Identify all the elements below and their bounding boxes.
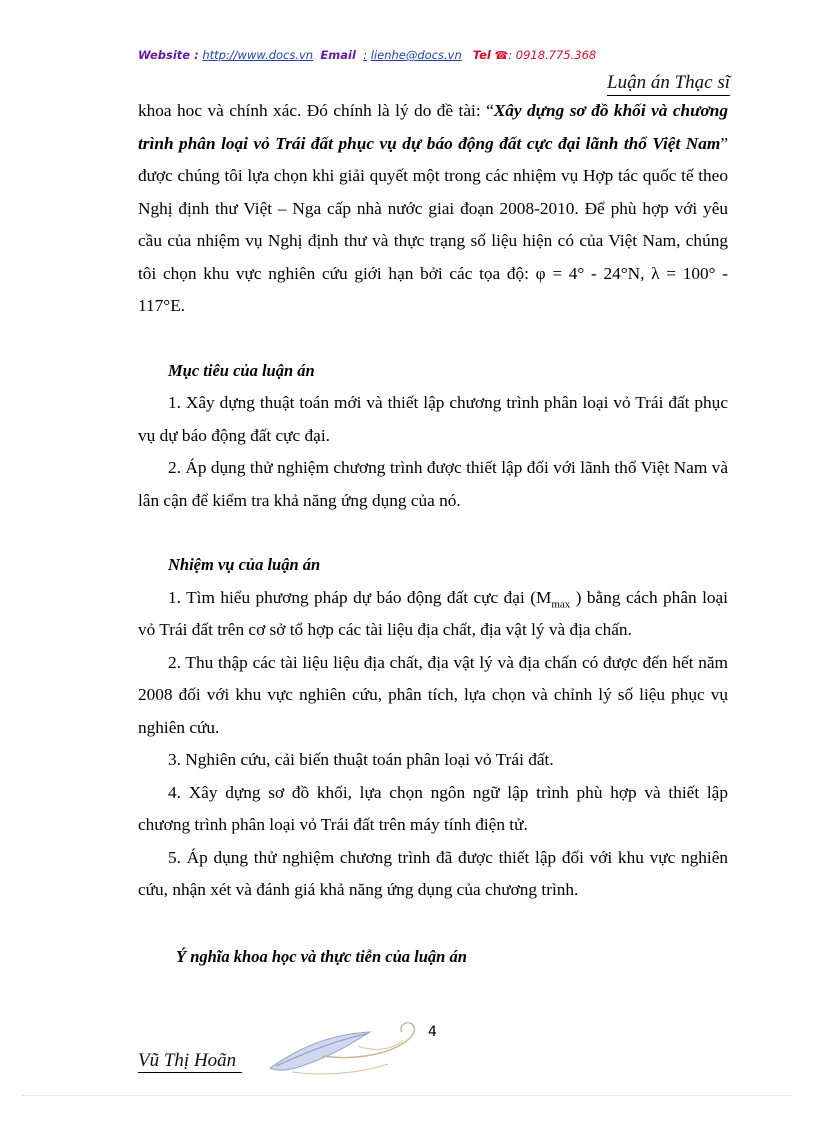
email-label: Email [320, 48, 356, 62]
decorative-feather-icon [262, 1016, 422, 1080]
page-number: 4 [428, 1024, 437, 1040]
footer-divider [22, 1095, 792, 1096]
task-item-3: 3. Nghiên cứu, cải biến thuật toán phân loại vỏ Trái đất. [168, 750, 554, 769]
website-link[interactable]: http://www.docs.vn [202, 48, 314, 62]
objective-item-1: 1. Xây dựng thuật toán mới và thiết lập chương trình phân loại vỏ Trái đất phục vụ dự báo động đất cực đại. [138, 393, 728, 445]
section-heading-tasks: Nhiệm vụ của luận án [168, 555, 321, 574]
intro-paragraph [138, 95, 728, 323]
thesis-title: Xây dựng sơ đồ khối và chương trình phân loại vỏ Trái đất phục vụ dự báo động đất cực đại lãnh thổ Việt Nam [138, 101, 728, 153]
email-separator: : [363, 48, 368, 62]
task-item-1-lead: 1. Tìm hiểu phương pháp dự báo động đất cực đại (M [168, 587, 552, 607]
task-item-1-rest: ) bằng cách phân loại vỏ Trái đất trên cơ sở tổ hợp các tài liệu địa chất, địa vật lý và địa chấn. [138, 587, 728, 639]
page-body [138, 95, 728, 973]
intro-lead: khoa hoc và chính xác. Đó chính là lý do đề tài: “ [138, 101, 494, 120]
task-item-2: 2. Thu thập các tài liệu liệu địa chất, địa vật lý và địa chấn có được đến hết năm 2008 đối với khu vực nghiên cứu, phân tích, lựa chọn và chỉnh lý số liệu phục vụ nghiên cứu. [138, 652, 728, 737]
intro-rest: ” được chúng tôi lựa chọn khi giải quyết một trong các nhiệm vụ Hợp tác quốc tế theo Nghị định thư Việt – Nga cấp nhà nước giai đoạn 2008-2010. Để phù hợp với yêu cầu của nhiệm vụ Nghị định thư và thực trạng số liệu hiện có của Việt Nam, chúng tôi chọn khu vực nghiên cứu giới hạn bởi các tọa độ: φ = 4° - 24°N, λ = 100° - 117°E. [138, 133, 728, 315]
task-item-5: 5. Áp dụng thử nghiệm chương trình đã được thiết lập đối với khu vực nghiên cứu, nhận xét và đánh giá khả năng ứng dụng của chương trình. [138, 847, 728, 899]
section-heading-significance: Ý nghĩa khoa học và thực tiễn của luận án [176, 946, 467, 966]
author-signature: Vũ Thị Hoãn [138, 1050, 242, 1073]
document-type-label: Luận án Thạc sĩ [607, 72, 730, 96]
header-contact-line [138, 48, 728, 62]
objective-item-2: 2. Áp dụng thử nghiệm chương trình được thiết lập đối với lãnh thổ Việt Nam và lân cận để kiểm tra khả năng ứng dụng của nó. [138, 458, 728, 510]
task-item-1-subscript: max [551, 597, 571, 610]
task-item-1 [138, 582, 728, 647]
task-item-4: 4. Xây dựng sơ đồ khối, lựa chọn ngôn ngữ lập trình phù hợp và thiết lập chương trình phân loại vỏ Trái đất trên máy tính điện tử. [138, 782, 728, 834]
email-link[interactable]: lienhe@docs.vn [370, 48, 462, 62]
section-heading-objectives: Mục tiêu của luận án [168, 360, 315, 380]
tel-label: Tel [472, 48, 491, 62]
tel-number: : 0918.775.368 [508, 48, 597, 62]
phone-icon: ☎ [494, 49, 509, 62]
website-label: Website : [138, 48, 199, 62]
